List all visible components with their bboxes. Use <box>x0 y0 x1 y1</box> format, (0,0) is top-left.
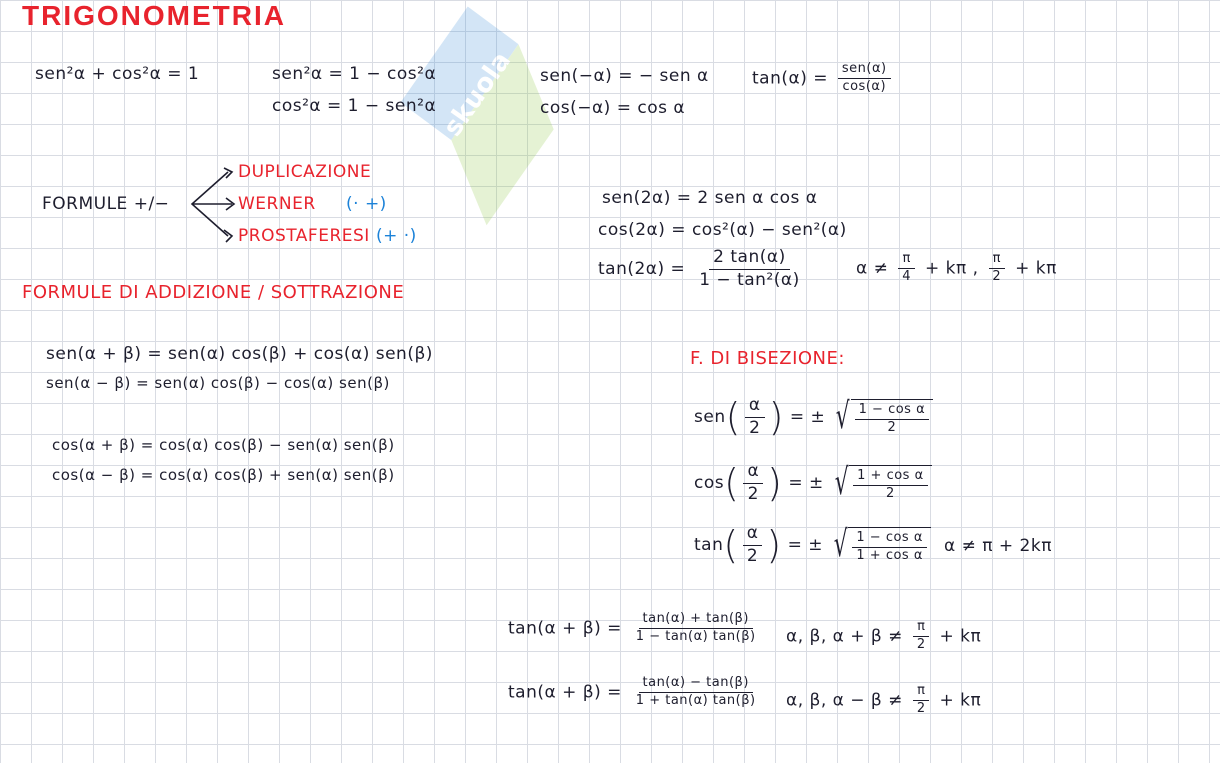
cos-half-angle: cos( $\frac{\alpha}{2}$ ) = ± √ $\frac{\text{1 + cos α}}{2}$ <box>694 462 932 504</box>
tan-cond-two: 2 <box>992 268 1002 284</box>
sen-sum-formula: sen(α + β) = sen(α) cos(β) + cos(α) sen(β) <box>46 344 433 364</box>
cos-half-num: 1 + cos α <box>853 469 928 486</box>
cos-half-label: cos <box>694 473 725 494</box>
tan-sum-den: 1 − tan(α) tan(β) <box>635 628 756 644</box>
tan-double-prefix: tan(2α) = <box>598 259 686 280</box>
tan-sum-cond-kpi: + kπ <box>939 626 982 647</box>
sen-half-label: sen <box>694 407 726 428</box>
cos-sum-formula: cos(α + β) = cos(α) cos(β) − sen(α) sen(β) <box>52 436 395 454</box>
tan-double-condition <box>856 252 1057 285</box>
sen-half-alpha: α <box>745 396 765 418</box>
tan-diff-formula <box>508 676 764 709</box>
tan-sum-formula <box>508 612 764 645</box>
tan-half-alpha: α <box>743 524 763 546</box>
cos-squared-formula: cos²α = 1 − sen²α <box>272 96 437 116</box>
cos-half-pm: = ± <box>788 473 824 494</box>
sin-squared-formula: sen²α = 1 − cos²α <box>272 64 437 84</box>
page-title: TRIGONOMETRIA <box>22 0 286 31</box>
werner-label: WERNER <box>238 194 316 214</box>
tan-half-angle: tan( $\frac{\alpha}{2}$ ) = ± √ $\frac{\text{1 − cos α}}{\text{1 + cos α}}$ <box>694 524 931 566</box>
duplicazione-label: DUPLICAZIONE <box>238 162 372 182</box>
sen-double-angle: sen(2α) = 2 sen α cos α <box>602 188 818 208</box>
sen-half-den: 2 <box>887 419 897 435</box>
cos-half-two: 2 <box>747 483 759 504</box>
tan-sum-prefix: tan(α + β) = <box>508 618 622 639</box>
tan-half-num: 1 − cos α <box>852 531 927 548</box>
tan-sum-cond-text: α, β, α + β ≠ <box>786 626 903 647</box>
werner-note: (· +) <box>346 194 387 214</box>
cos-diff-formula: cos(α − β) = cos(α) cos(β) + sen(α) sen(β) <box>52 466 395 484</box>
branch-arrows-icon <box>188 164 238 244</box>
tan-double-num: 2 tan(α) <box>709 248 790 270</box>
tan-half-pm: = ± <box>787 535 824 556</box>
svg-text:skuola: skuola <box>437 46 518 143</box>
bisezione-heading: F. DI BISEZIONE: <box>690 348 845 369</box>
tan-half-two: 2 <box>746 545 759 566</box>
tan-definition <box>752 62 895 95</box>
tan-half-label: tan <box>694 535 724 556</box>
tan-sum-cond-pi: π <box>913 620 929 637</box>
pythagorean-identity: sen²α + cos²α = 1 <box>35 64 200 84</box>
cos-half-alpha: α <box>743 462 763 484</box>
sen-half-pm: = ± <box>789 407 826 428</box>
tan-sum-condition <box>786 620 981 653</box>
tan-double-den: 1 − tan²(α) <box>699 269 800 290</box>
tan-cond-pi2: π <box>989 252 1005 269</box>
tan-diff-cond-pi: π <box>913 684 929 701</box>
sen-diff-formula: sen(α − β) = sen(α) cos(β) − cos(α) sen(β) <box>46 374 390 392</box>
tan-cond-part3: + kπ <box>1015 258 1057 279</box>
tan-cond-part2: + kπ , <box>924 258 979 279</box>
cos-half-den: 2 <box>886 485 895 501</box>
tan-diff-cond-kpi: + kπ <box>939 690 982 711</box>
skuola-watermark-logo <box>361 0 599 245</box>
tan-diff-num: tan(α) − tan(β) <box>639 676 753 693</box>
tan-definition-den: cos(α) <box>842 78 887 94</box>
tan-sum-cond-two: 2 <box>916 636 926 652</box>
tan-cond-pi1: π <box>898 252 914 269</box>
sen-half-angle: sen( $\frac{\alpha}{2}$ ) = ± √ $\frac{\text{1 − cos α}}{2}$ <box>694 396 933 438</box>
tan-half-condition: α ≠ π + 2kπ <box>944 536 1052 556</box>
formule-label: FORMULE +/− <box>42 194 170 214</box>
tan-definition-prefix: tan(α) = <box>752 68 828 89</box>
tan-definition-num: sen(α) <box>838 62 891 79</box>
tan-sum-num: tan(α) + tan(β) <box>639 612 753 629</box>
tan-double-angle <box>598 248 808 290</box>
sen-half-two: 2 <box>749 417 761 438</box>
tan-diff-cond-two: 2 <box>916 700 926 716</box>
cos-double-angle: cos(2α) = cos²(α) − sen²(α) <box>598 220 847 240</box>
tan-half-den: 1 + cos α <box>856 547 923 563</box>
tan-cond-part1: α ≠ <box>856 258 889 279</box>
prostaferesi-label: PROSTAFERESI <box>238 226 370 246</box>
tan-diff-cond-text: α, β, α − β ≠ <box>786 690 903 711</box>
tan-cond-four: 4 <box>902 268 912 284</box>
addizione-heading: FORMULE DI ADDIZIONE / SOTTRAZIONE <box>22 282 405 303</box>
cos-negative-formula: cos(−α) = cos α <box>540 98 686 118</box>
sen-half-num: 1 − cos α <box>855 403 930 420</box>
tan-diff-prefix: tan(α + β) = <box>508 682 622 703</box>
sin-negative-formula: sen(−α) = − sen α <box>540 66 709 86</box>
prostaferesi-note: (+ ·) <box>376 226 417 246</box>
tan-diff-condition <box>786 684 981 717</box>
tan-diff-den: 1 + tan(α) tan(β) <box>635 692 756 708</box>
